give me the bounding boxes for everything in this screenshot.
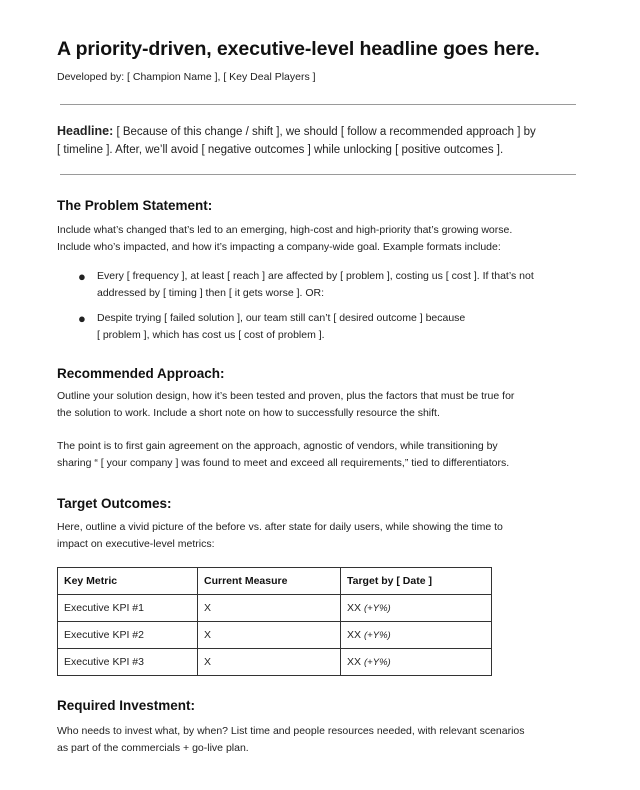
investment-line-1: Who needs to invest what, by when? List time and people resources needed, with relevant scenarios: [57, 725, 525, 737]
cell-target: [341, 649, 492, 676]
bullet-dot: ●: [78, 269, 86, 284]
problem-intro: [57, 222, 587, 256]
cell-current: X: [198, 649, 341, 676]
byline: Developed by: [ Champion Name ], [ Key Deal Players ]: [57, 71, 316, 83]
target-note: (+Y%): [364, 603, 391, 614]
column-header-target: Target by [ Date ]: [341, 568, 492, 595]
cell-metric: Executive KPI #3: [58, 649, 198, 676]
column-header-key-metric: Key Metric: [58, 568, 198, 595]
cell-metric: Executive KPI #2: [58, 622, 198, 649]
approach-heading: Recommended Approach:: [57, 366, 225, 381]
headline-text-1: [ Because of this change / shift ], we should [ follow a recommended approach ] by: [113, 126, 536, 138]
outcomes-line-1: Here, outline a vivid picture of the before vs. after state for daily users, while showing the time to: [57, 521, 503, 533]
approach-p1-line-1: Outline your solution design, how it’s been tested and proven, plus the factors that must be true for: [57, 390, 515, 402]
problem-heading: The Problem Statement:: [57, 198, 213, 213]
investment-line-2: as part of the commercials + go-live plan.: [57, 742, 249, 754]
approach-paragraph-1: [57, 388, 587, 422]
target-value: XX: [347, 602, 362, 614]
problem-intro-line-1: Include what’s changed that’s led to an emerging, high-cost and high-priority that’s growing worse.: [57, 224, 513, 236]
divider-bottom: [60, 174, 576, 175]
target-value: XX: [347, 656, 362, 668]
divider-top: [60, 104, 576, 105]
bullet-line-2: [ problem ], which has cost us [ cost of problem ].: [97, 329, 325, 341]
page-title: A priority-driven, executive-level headline goes here.: [57, 38, 540, 60]
cell-target: [341, 622, 492, 649]
cell-current: X: [198, 595, 341, 622]
headline-block: [57, 122, 587, 159]
cell-metric: Executive KPI #1: [58, 595, 198, 622]
target-value: XX: [347, 629, 362, 641]
problem-intro-line-2: Include who’s impacted, and how it’s impacting a company-wide goal. Example formats include:: [57, 241, 501, 253]
investment-heading: Required Investment:: [57, 698, 196, 713]
column-header-current-measure: Current Measure: [198, 568, 341, 595]
approach-p1-line-2: the solution to work. Include a short note on how to successfully resource the shift.: [57, 407, 440, 419]
target-note: (+Y%): [364, 657, 391, 668]
cell-current: X: [198, 622, 341, 649]
bullet-line-2: addressed by [ timing ] then [ it gets worse ]. OR:: [97, 287, 325, 299]
bullet-line-1: Every [ frequency ], at least [ reach ] are affected by [ problem ], costing us [ cost ]. If that’s not: [97, 270, 534, 282]
approach-p2-line-1: The point is to first gain agreement on the approach, agnostic of vendors, while transitioning by: [57, 440, 498, 452]
outcomes-line-2: impact on executive-level metrics:: [57, 538, 215, 550]
bullet-dot: ●: [78, 311, 86, 326]
outcomes-heading: Target Outcomes:: [57, 496, 172, 511]
table-row: [58, 595, 492, 622]
problem-bullet-1: [78, 268, 588, 302]
approach-p2-line-2: sharing “ [ your company ] was found to meet and exceed all requirements,” tied to differentiators.: [57, 457, 510, 469]
investment-text: [57, 723, 587, 757]
target-note: (+Y%): [364, 630, 391, 641]
bullet-line-1: Despite trying [ failed solution ], our team still can’t [ desired outcome ] because: [97, 312, 466, 324]
headline-line-1: [57, 122, 587, 141]
outcomes-intro: [57, 519, 587, 553]
problem-bullet-2: [78, 310, 588, 344]
cell-target: [341, 595, 492, 622]
headline-line-2: [ timeline ]. After, we’ll avoid [ negative outcomes ] while unlocking [ positive outcomes ].: [57, 144, 504, 156]
headline-label: Headline:: [57, 124, 114, 138]
table-header-row: [58, 568, 492, 595]
table-row: [58, 649, 492, 676]
table-row: [58, 622, 492, 649]
approach-paragraph-2: [57, 438, 587, 472]
kpi-table: [57, 567, 492, 676]
